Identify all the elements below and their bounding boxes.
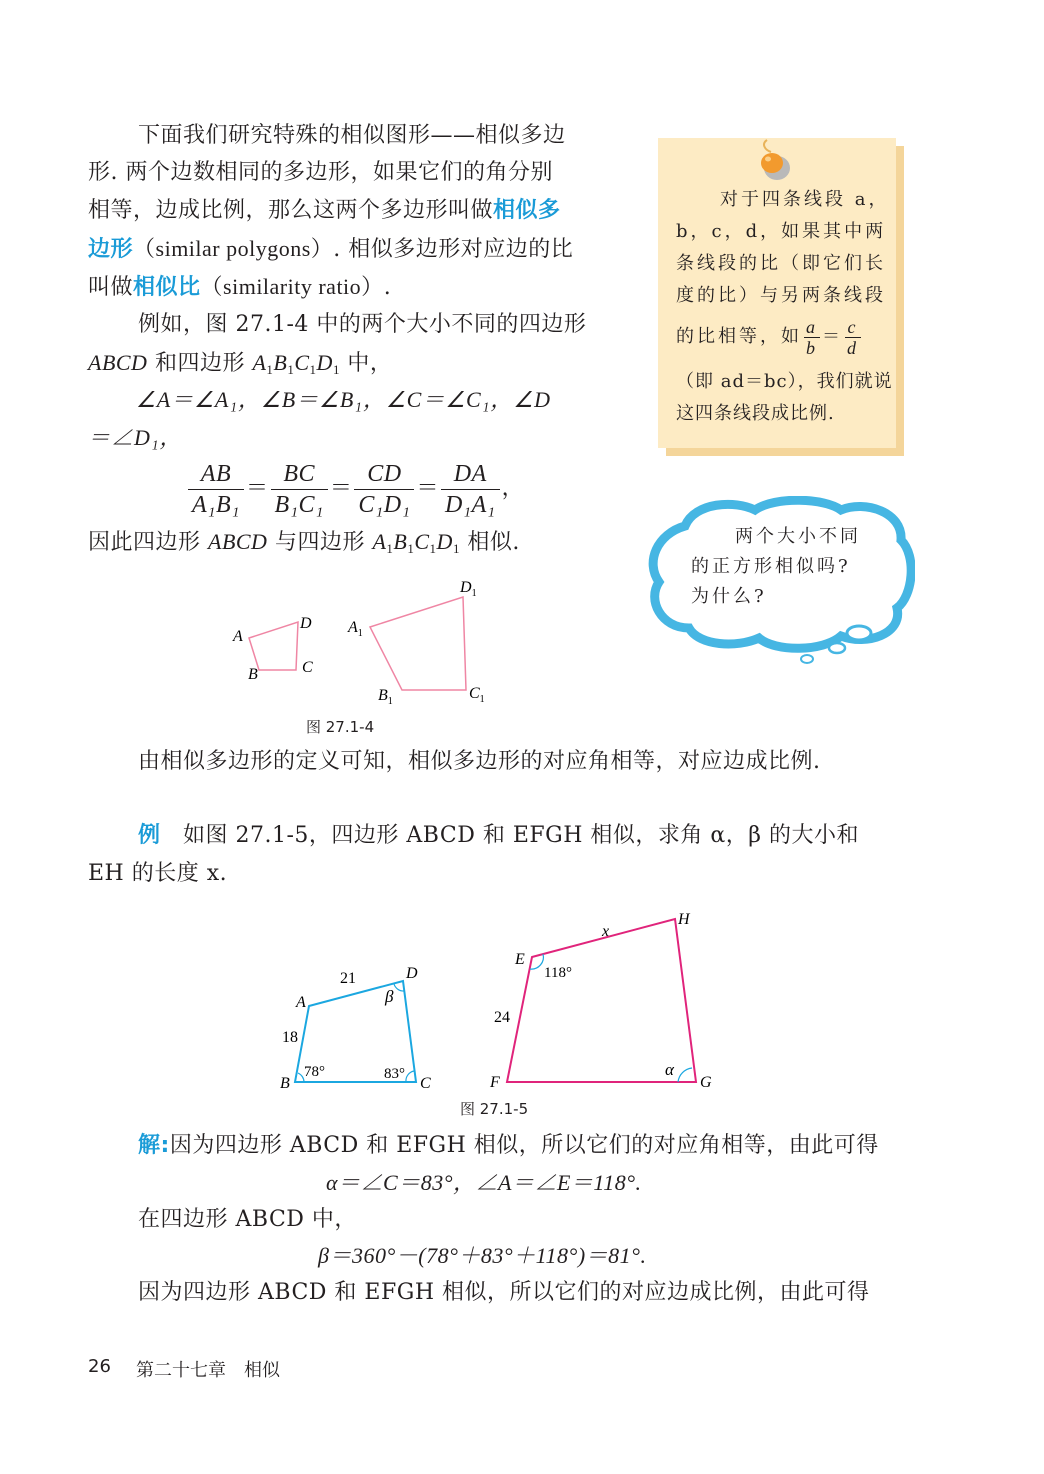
cloud-line1: 两个大小不同	[735, 526, 861, 547]
para1-line3-text: 相等，边成比例，那么这两个多边形叫做	[88, 198, 494, 223]
eq-sign-2: ＝	[329, 475, 353, 500]
angle-118: 118°	[544, 965, 572, 981]
figure-27-1-4	[220, 572, 510, 712]
term-similar-polygon-b: 边形	[88, 237, 134, 262]
angle-d-arc	[394, 984, 404, 991]
para2-line2-text: 和四边形	[147, 351, 253, 376]
solution-line1	[138, 1128, 879, 1164]
figure-caption-27-1-5: 图 27.1-5	[460, 1100, 529, 1118]
a1b1c1d1-label: $A_1B_1C_1D_1$	[252, 350, 340, 377]
figure-27-1-5	[270, 905, 730, 1105]
term-similarity-ratio: 相似比	[133, 275, 201, 300]
note-eq: ＝	[822, 326, 843, 347]
label-h-fig2: H	[678, 911, 690, 928]
note-line3: 条线段的比（即它们长	[676, 253, 886, 274]
note-line6: （即 ad＝bc），我们就说	[676, 371, 893, 392]
para1-line1: 下面我们研究特殊的相似图形——相似多边	[138, 123, 566, 148]
fraction-bc	[271, 459, 328, 520]
side-18: 18	[282, 1029, 298, 1046]
fraction-bc-num: BC	[271, 459, 328, 490]
label-b: B	[248, 666, 258, 683]
side-x: x	[602, 923, 610, 940]
label-c: C	[302, 659, 313, 676]
conclusion-a1b1c1d1: $A_1B_1C_1D_1$	[372, 529, 460, 556]
label-c1: $C_1$	[469, 685, 485, 705]
fraction-da-den: D₁A₁	[444, 491, 496, 518]
english-similarity-ratio: （similarity ratio）	[200, 274, 384, 299]
para2-line2-end: 中，	[339, 351, 393, 376]
fraction-ab-num: AB	[188, 459, 244, 490]
fraction-ab	[188, 459, 244, 520]
label-g-fig2: G	[700, 1074, 712, 1091]
thought-cloud	[645, 496, 915, 672]
note-line4: 度的比）与另两条线段	[676, 285, 886, 306]
example-tag: 例	[138, 823, 161, 848]
fraction-cd-num: CD	[354, 459, 414, 490]
angle-g-arc	[678, 1068, 692, 1082]
fraction-bc-den: B₁C₁	[274, 491, 324, 518]
angle-beta: β	[385, 987, 394, 1006]
note-frac-a: a	[806, 316, 818, 337]
cloud-line3: 为什么?	[691, 586, 767, 607]
label-a-fig2: A	[296, 994, 306, 1011]
fraction-da-num: DA	[441, 459, 500, 490]
label-b1: $B_1$	[378, 687, 393, 707]
example-line1	[138, 818, 859, 854]
label-c-fig2: C	[420, 1075, 431, 1092]
chapter-title: 第二十七章 相似	[136, 1360, 280, 1381]
solution-line1-text: 因为四边形 ABCD 和 EFGH 相似，所以它们的对应角相等，由此可得	[169, 1133, 879, 1158]
figure-caption-27-1-4: 图 27.1-4	[306, 718, 375, 736]
english-similar-polygons: （similar polygons）	[133, 236, 334, 261]
note-line7: 这四条线段成比例.	[676, 403, 835, 424]
para1-line2: 形. 两个边数相同的多边形，如果它们的角分别	[88, 160, 553, 185]
solution-line3: 在四边形 ABCD 中，	[138, 1207, 357, 1232]
fraction-tail: ，	[501, 476, 525, 501]
label-d-fig2: D	[406, 965, 418, 982]
example-line1-text: 如图 27.1-5，四边形 ABCD 和 EFGH 相似，求角 α，β 的大小和	[183, 823, 859, 848]
para1-line5-text: 叫做	[88, 275, 134, 300]
margin-note	[658, 138, 896, 448]
label-f-fig2: F	[490, 1074, 500, 1091]
abcd-label: ABCD	[88, 350, 148, 375]
solution-tag: 解:	[138, 1133, 170, 1158]
solution-line4: β＝360°－(78°＋83°＋118°)＝81°.	[318, 1243, 647, 1268]
note-frac-d: d	[847, 337, 859, 358]
solution-line5: 因为四边形 ABCD 和 EFGH 相似，所以它们的对应边成比例，由此可得	[138, 1280, 870, 1305]
para1-line3	[88, 193, 561, 229]
note-frac-c: c	[845, 317, 861, 338]
angle-alpha: α	[665, 1060, 674, 1079]
quad-efgh-pink	[507, 919, 696, 1082]
solution-line2: α＝∠C＝83°，∠A＝∠E＝118°.	[326, 1170, 642, 1195]
note-line2: b，c，d，如果其中两	[676, 221, 887, 242]
note-fraction-ab	[804, 317, 820, 358]
fraction-ab-den: A₁B₁	[192, 491, 241, 518]
note-line5	[676, 314, 884, 360]
eq-sign-1: ＝	[246, 475, 269, 500]
term-similar-polygon-a: 相似多	[493, 198, 561, 223]
note-fraction-cd	[845, 317, 861, 358]
ratio-equation	[186, 456, 524, 521]
quad-abcd	[249, 622, 298, 670]
para1-line5-end: .	[383, 275, 392, 300]
example-line2: EH 的长度 x.	[88, 861, 228, 886]
fraction-cd-den: C₁D₁	[358, 491, 411, 518]
conclusion-mid: 与四边形	[267, 530, 373, 555]
eq-sign-3: ＝	[416, 475, 439, 500]
quad-a1b1c1d1	[370, 597, 466, 690]
note-frac-b: b	[806, 337, 818, 358]
angle-c-arc	[406, 1071, 414, 1082]
side-24: 24	[494, 1009, 510, 1026]
page-number: 26	[88, 1356, 111, 1377]
para1-line5	[88, 269, 391, 306]
para3: 由相似多边形的定义可知，相似多边形的对应角相等，对应边成比例.	[138, 749, 821, 774]
side-21: 21	[340, 970, 356, 987]
label-d: D	[300, 615, 312, 632]
label-b-fig2: B	[280, 1075, 290, 1092]
para2-line1: 例如，图 27.1-4 中的两个大小不同的四边形	[138, 312, 587, 337]
label-e-fig2: E	[515, 951, 525, 968]
label-d1: $D_1$	[460, 579, 477, 599]
pushpin-icon	[757, 138, 793, 182]
conclusion-abcd: ABCD	[208, 529, 268, 554]
fraction-da	[441, 459, 500, 520]
conclusion-post: 相似.	[459, 530, 520, 555]
angles-line2: ＝∠D₁，	[88, 425, 183, 450]
para1-line4	[88, 231, 573, 268]
similar-conclusion	[88, 524, 520, 567]
angles-line1: ∠A＝∠A₁，∠B＝∠B₁，∠C＝∠C₁，∠D	[136, 387, 551, 412]
conclusion-pre: 因此四边形	[88, 530, 208, 555]
label-a1: $A_1$	[348, 619, 363, 639]
note-line1: 对于四条线段 a，	[720, 189, 890, 210]
cloud-line2: 的正方形相似吗?	[691, 556, 851, 577]
label-a: A	[233, 628, 243, 645]
angle-78: 78°	[304, 1064, 325, 1080]
fraction-cd	[354, 459, 414, 520]
note-line5-text: 的比相等，如	[676, 326, 802, 347]
para1-line4-text: . 相似多边形对应边的比	[333, 237, 574, 262]
angle-83: 83°	[384, 1066, 405, 1082]
